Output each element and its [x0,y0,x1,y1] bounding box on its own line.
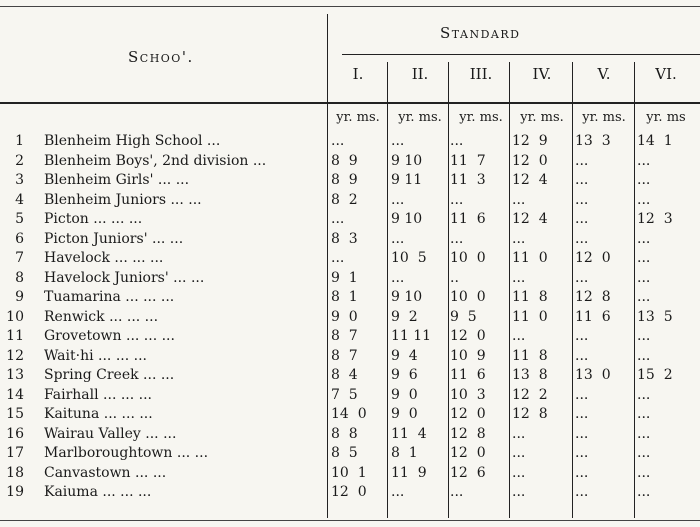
age-cell: 13 3 [575,133,611,149]
age-cell: 12 8 [575,289,611,305]
age-cell: 9 5 [450,309,477,325]
school-name: Renwick ... ... ... [44,309,159,325]
column-divider [327,14,328,518]
age-cell: 11 4 [391,426,427,442]
age-cell: ... [637,348,651,364]
age-cell: 8 1 [331,289,358,305]
standard-label: III. [469,65,493,83]
school-name: Fairhall ... ... ... [44,387,153,403]
age-cell: 12 8 [512,406,548,422]
age-cell: 8 9 [331,172,358,188]
age-cell: 8 8 [331,426,358,442]
age-cell: ... [331,211,345,227]
age-cell: ... [575,426,589,442]
school-name: Havelock Juniors' ... ... [44,270,205,286]
age-cell: ... [637,289,651,305]
age-cell: 8 1 [391,445,418,461]
school-name: Spring Creek ... ... [44,367,175,383]
age-cell: 8 2 [331,192,358,208]
age-cell: ... [512,465,526,481]
age-cell: 14 1 [637,133,673,149]
age-cell: 12 0 [450,406,486,422]
age-cell: ... [575,406,589,422]
age-cell: ... [637,445,651,461]
age-cell: ... [391,484,405,500]
school-name: Blenheim Girls' ... ... [44,172,190,188]
unit-label: yr. ms. [459,110,503,125]
age-cell: 10 1 [331,465,367,481]
age-cell: 9 2 [391,309,418,325]
age-cell: 8 7 [331,328,358,344]
age-cell: ... [512,484,526,500]
age-cell: 10 0 [450,250,486,266]
row-number: 15 [6,406,24,422]
age-cell: ... [575,465,589,481]
unit-label: yr. ms. [582,110,626,125]
age-cell: 9 6 [391,367,418,383]
header-divider [0,102,700,104]
row-number: 5 [15,211,24,227]
age-cell: ... [450,133,464,149]
row-number: 16 [6,426,24,442]
age-cell: 11 9 [391,465,427,481]
age-cell: ... [575,153,589,169]
row-number: 8 [15,270,24,286]
age-cell: ... [637,328,651,344]
age-cell: ... [450,484,464,500]
age-cell: ... [331,250,345,266]
school-name: Blenheim Juniors ... ... [44,192,202,208]
age-cell: 11 7 [450,153,486,169]
row-number: 3 [15,172,24,188]
age-cell: 9 10 [391,211,423,227]
school-name: Canvastown ... ... [44,465,167,481]
age-cell: 13 0 [575,367,611,383]
school-name: Blenheim Boys', 2nd division ... [44,153,267,169]
row-number: 10 [6,309,24,325]
row-number: 11 [6,328,24,344]
age-cell: 7 5 [331,387,358,403]
age-cell: 11 11 [391,328,432,344]
age-cell: ... [637,192,651,208]
age-cell: ... [575,211,589,227]
school-name: Wairau Valley ... ... [44,426,177,442]
age-cell: 11 3 [450,172,486,188]
age-cell: ... [637,406,651,422]
school-name: Marlboroughtown ... ... [44,445,209,461]
unit-label: yr. ms [646,110,686,125]
top-rule [0,6,700,7]
row-number: 17 [6,445,24,461]
unit-label: yr. ms. [336,110,380,125]
age-cell: 12 3 [637,211,673,227]
row-number: 9 [15,289,24,305]
standard-label: I. [352,65,364,83]
unit-label: yr. ms. [520,110,564,125]
age-cell: ... [637,231,651,247]
standard-label: V. [597,65,611,83]
age-cell: 11 0 [512,309,548,325]
age-cell: ... [637,172,651,188]
age-cell: 11 6 [450,211,486,227]
age-cell: .. [450,270,459,286]
age-cell: ... [512,270,526,286]
standard-underline [342,54,700,55]
row-number: 19 [6,484,24,500]
age-cell: ... [450,231,464,247]
age-cell: 12 9 [512,133,548,149]
standard-label: VI. [655,65,677,83]
age-cell: ... [391,133,405,149]
age-cell: ... [575,192,589,208]
age-cell: 11 8 [512,348,548,364]
standard-label: II. [411,65,429,83]
age-cell: ... [391,192,405,208]
school-name: Wait·hi ... ... ... [44,348,147,364]
age-cell: ... [391,270,405,286]
age-cell: 10 3 [450,387,486,403]
age-cell: 11 0 [512,250,548,266]
age-cell: ... [637,426,651,442]
age-cell: ... [575,348,589,364]
age-cell: ... [331,133,345,149]
row-number: 14 [6,387,24,403]
bottom-rule [0,520,700,521]
age-cell: ... [575,484,589,500]
age-cell: 13 5 [637,309,673,325]
age-cell: ... [637,250,651,266]
age-cell: ... [637,465,651,481]
row-number: 12 [6,348,24,364]
age-cell: 8 7 [331,348,358,364]
age-cell: 8 3 [331,231,358,247]
age-cell: ... [575,445,589,461]
row-number: 2 [15,153,24,169]
age-cell: 8 4 [331,367,358,383]
standard-header: Standard [440,24,521,42]
age-cell: 13 8 [512,367,548,383]
age-cell: 12 0 [450,328,486,344]
row-number: 7 [15,250,24,266]
age-cell: 9 1 [331,270,358,286]
school-name: Kaituna ... ... ... [44,406,153,422]
age-cell: ... [391,231,405,247]
age-cell: ... [637,270,651,286]
age-cell: 9 0 [391,387,418,403]
age-cell: ... [512,328,526,344]
age-cell: 9 11 [391,172,423,188]
school-name: Blenheim High School ... [44,133,221,149]
school-name: Havelock ... ... ... [44,250,164,266]
age-cell: 12 6 [450,465,486,481]
unit-label: yr. ms. [398,110,442,125]
row-number: 6 [15,231,24,247]
school-column-header: Schoo'. [128,48,194,66]
school-name: Grovetown ... ... ... [44,328,175,344]
age-cell: 12 2 [512,387,548,403]
age-cell: ... [637,153,651,169]
age-cell: 12 0 [450,445,486,461]
age-cell: ... [512,231,526,247]
age-cell: 12 0 [575,250,611,266]
age-cell: 8 9 [331,153,358,169]
age-cell: ... [512,192,526,208]
age-cell: 15 2 [637,367,673,383]
age-cell: ... [575,231,589,247]
age-cell: 9 10 [391,289,423,305]
age-cell: 11 8 [512,289,548,305]
age-cell: 9 0 [391,406,418,422]
column-divider [572,62,573,518]
age-cell: 12 8 [450,426,486,442]
age-cell: ... [512,445,526,461]
age-cell: ... [512,426,526,442]
age-cell: 9 0 [331,309,358,325]
age-cell: 10 9 [450,348,486,364]
age-cell: ... [575,328,589,344]
row-number: 4 [15,192,24,208]
school-name: Kaiuma ... ... ... [44,484,152,500]
age-cell: 8 5 [331,445,358,461]
standard-label: IV. [532,65,552,83]
row-number: 13 [6,367,24,383]
school-name: Tuamarina ... ... ... [44,289,175,305]
age-cell: 10 0 [450,289,486,305]
row-number: 1 [15,133,24,149]
age-cell: 9 4 [391,348,418,364]
age-cell: 9 10 [391,153,423,169]
school-name: Picton ... ... ... [44,211,143,227]
age-cell: ... [450,192,464,208]
age-cell: 10 5 [391,250,427,266]
age-cell: ... [575,387,589,403]
age-cell: 11 6 [575,309,611,325]
age-cell: ... [637,387,651,403]
school-name: Picton Juniors' ... ... [44,231,184,247]
age-cell: 11 6 [450,367,486,383]
age-cell: ... [575,270,589,286]
row-number: 18 [6,465,24,481]
age-cell: 12 0 [512,153,548,169]
age-cell: ... [637,484,651,500]
age-cell: ... [575,172,589,188]
age-cell: 12 4 [512,211,548,227]
age-cell: 14 0 [331,406,367,422]
age-cell: 12 0 [331,484,367,500]
age-cell: 12 4 [512,172,548,188]
